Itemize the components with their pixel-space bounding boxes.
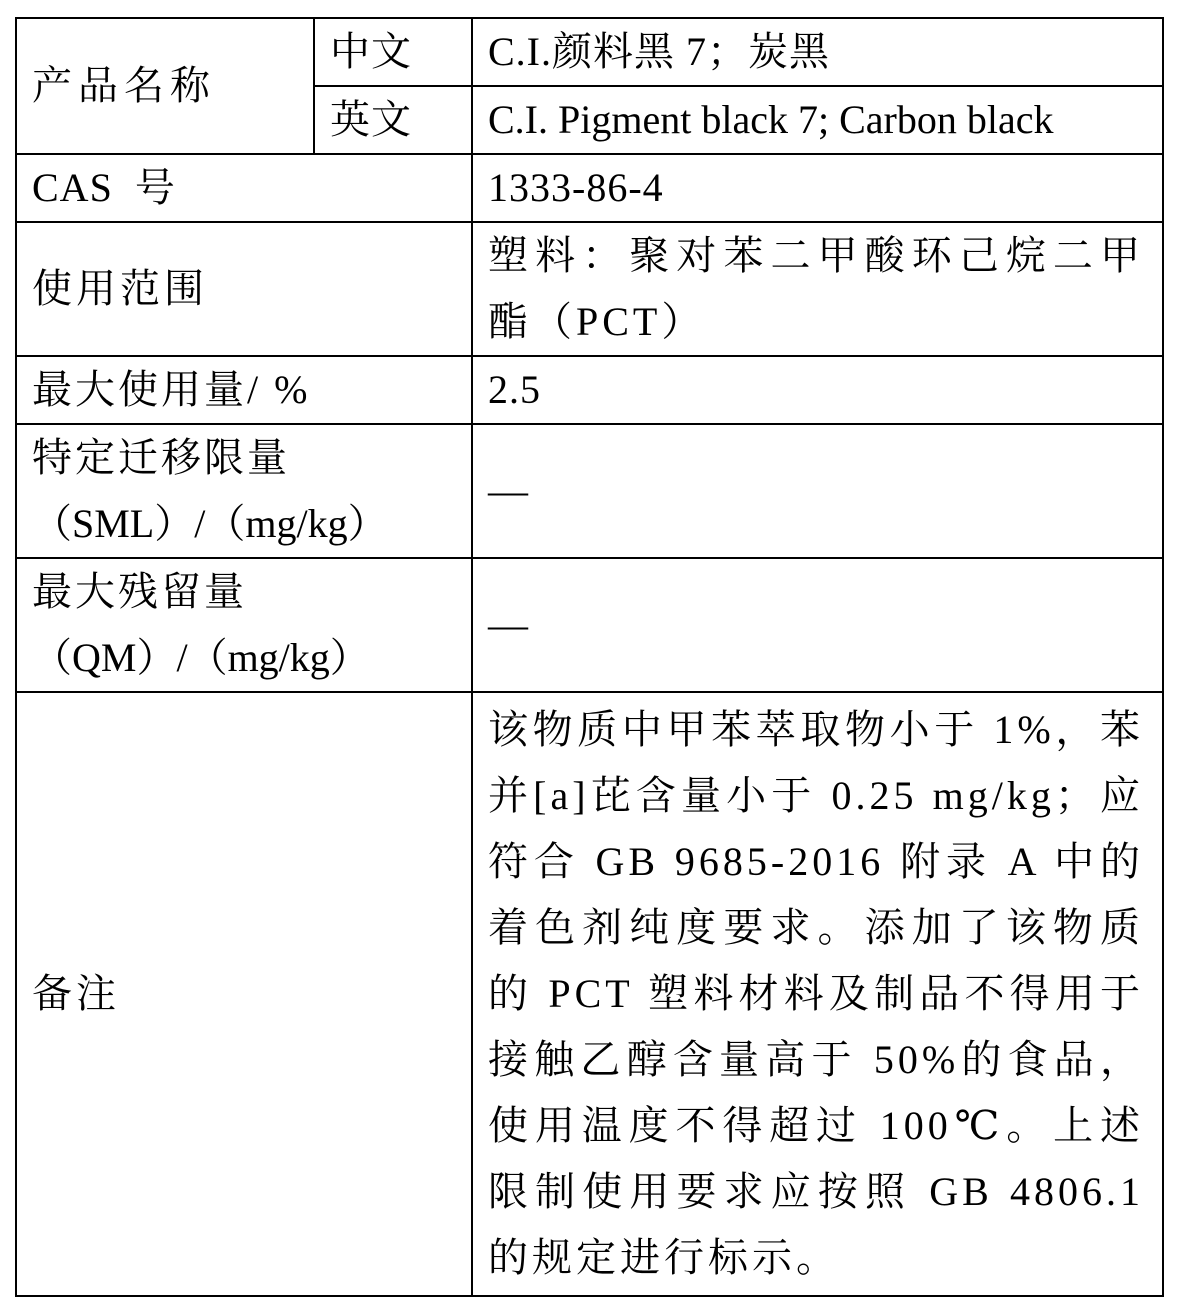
sml-label-line1: 特定迁移限量: [32, 435, 290, 480]
table-row: [16, 558, 1163, 692]
scope-label: 使用范围: [16, 222, 472, 356]
remarks-value: 该物质中甲苯萃取物小于 1%，苯并[a]芘含量小于 0.25 mg/kg；应符合 GB 9685-2016 附录 A 中的着色剂纯度要求。添加了该物质的 PCT 塑料材料及制品不得用于接触乙醇含量高于 50%的食品，使用温度不得超过 100℃。上述限制使用要求应按照 GB 4806.1 的规定进行标示。: [472, 692, 1163, 1296]
additive-spec-table: [15, 17, 1164, 1297]
chinese-name-label: 中文: [314, 18, 472, 86]
qm-label: [16, 558, 472, 692]
product-name-label: 产品名称: [16, 18, 314, 154]
scope-value: 塑料：聚对苯二甲酸环己烷二甲酯（PCT）: [472, 222, 1163, 356]
table-row: [16, 222, 1163, 356]
english-name-value: C.I. Pigment black 7; Carbon black: [472, 86, 1163, 154]
table-row: [16, 154, 1163, 222]
chinese-name-value: C.I.颜料黑 7；炭黑: [472, 18, 1163, 86]
sml-value: —: [472, 424, 1163, 558]
english-name-label: 英文: [314, 86, 472, 154]
qm-label-line1: 最大残留量: [32, 569, 247, 614]
max-usage-label: 最大使用量/ %: [16, 356, 472, 424]
cas-value: 1333-86-4: [472, 154, 1163, 222]
cas-label: CAS 号: [16, 154, 472, 222]
qm-value: —: [472, 558, 1163, 692]
table-row: [16, 356, 1163, 424]
table-row: [16, 424, 1163, 558]
table-row: [16, 18, 1163, 86]
table-row: [16, 692, 1163, 1296]
max-usage-value: 2.5: [472, 356, 1163, 424]
remarks-label: 备注: [16, 692, 472, 1296]
sml-label: [16, 424, 472, 558]
qm-label-line2: （QM）/（mg/kg）: [32, 635, 370, 680]
sml-label-line2: （SML）/（mg/kg）: [32, 501, 388, 546]
